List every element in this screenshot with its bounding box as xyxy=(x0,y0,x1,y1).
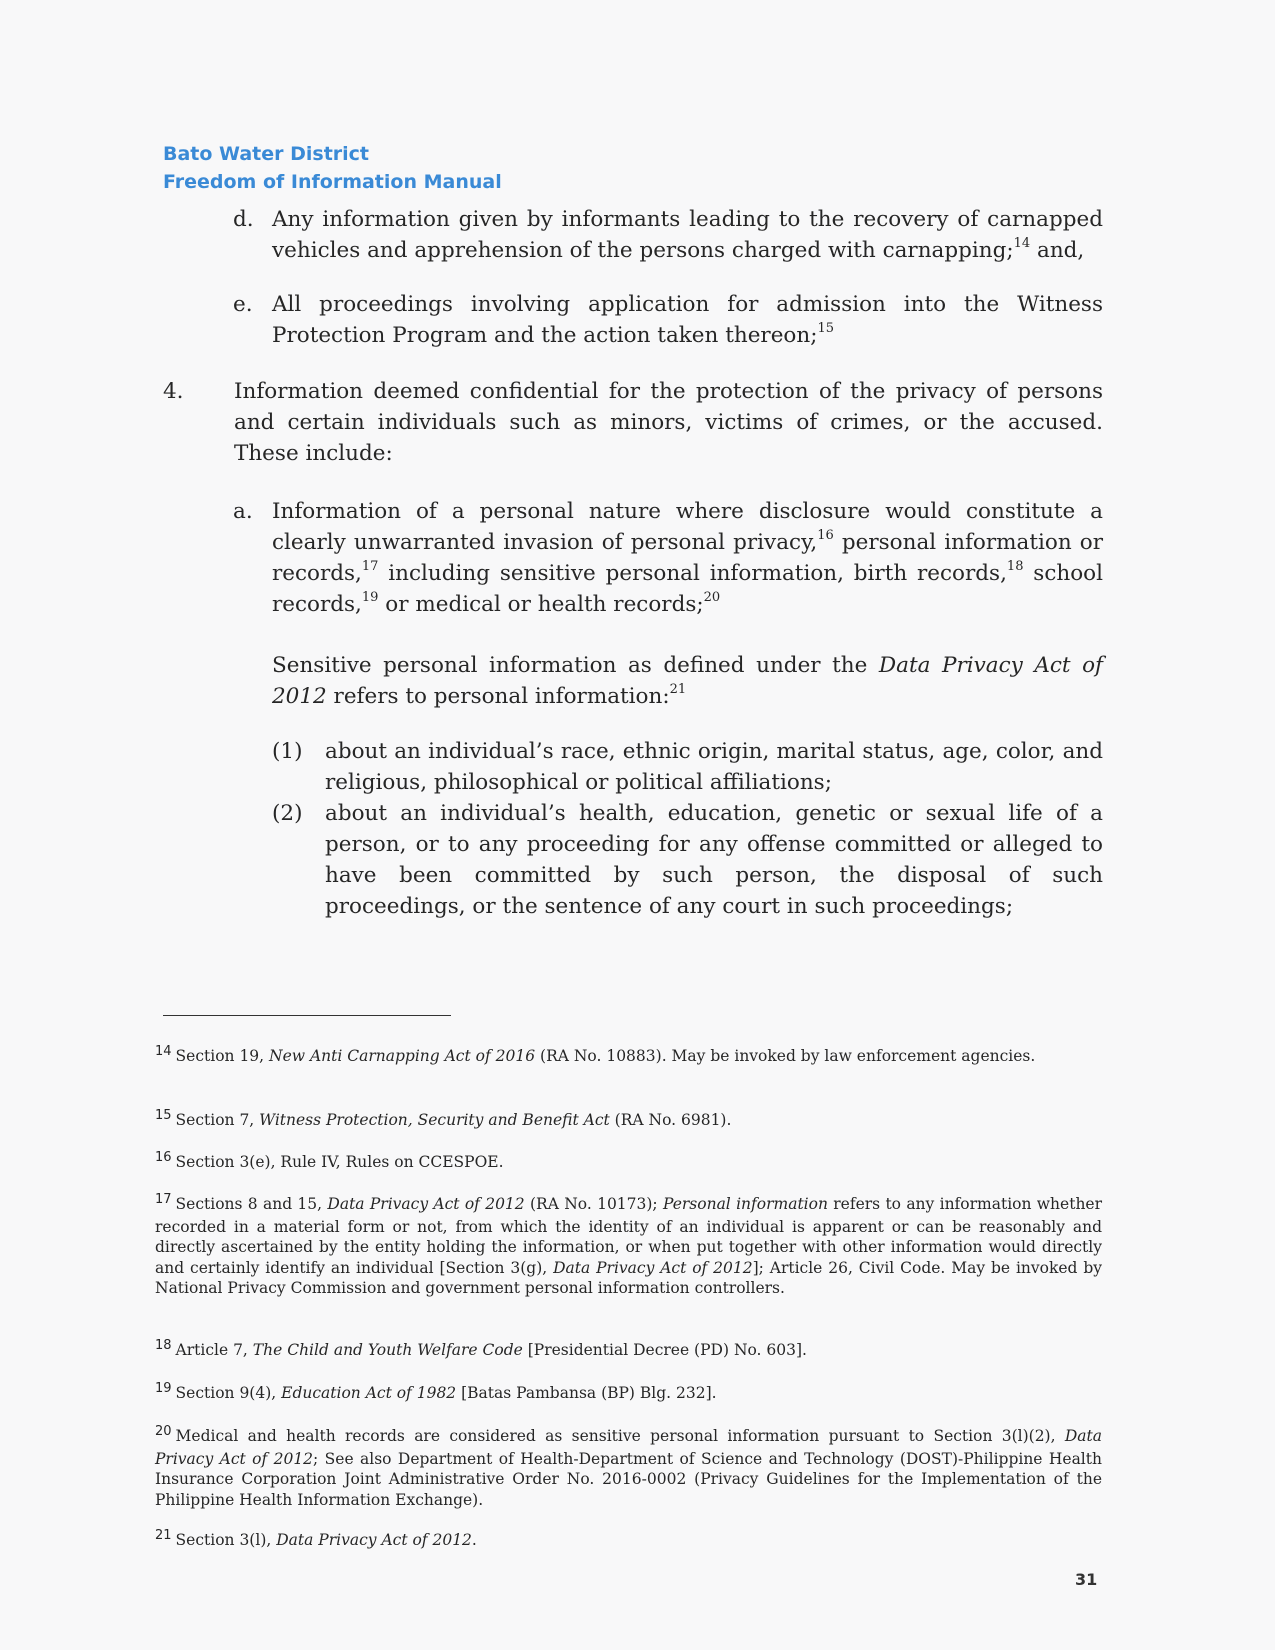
item-text: about an individual’s race, ethnic origin, marital status, age, color, and religious, philosophical or political affiliations; xyxy=(325,739,1103,795)
item-text: All proceedings involving application for admission into the Witness Protection Program and the action taken thereon;$^{15}$ xyxy=(272,292,1103,348)
footnote-separator xyxy=(163,1015,451,1016)
item-marker: d. xyxy=(233,207,254,232)
document-header xyxy=(163,140,502,196)
sub-item-1 xyxy=(272,736,1103,798)
item-marker: (1) xyxy=(272,739,303,764)
footnote-19 xyxy=(155,1383,1102,1406)
footnote-20 xyxy=(155,1426,1102,1510)
footnote-number: 21 xyxy=(155,1528,172,1543)
footnote-number: 14 xyxy=(155,1044,172,1059)
list-item-d xyxy=(233,204,1103,266)
footnote-14 xyxy=(155,1046,1102,1069)
footnote-15 xyxy=(155,1110,1102,1133)
footnote-number: 19 xyxy=(155,1381,172,1396)
footnote-number: 18 xyxy=(155,1338,172,1353)
footnote-number: 20 xyxy=(155,1424,172,1439)
list-item-a xyxy=(233,496,1103,620)
item-marker: 4. xyxy=(163,379,184,404)
footnote-text: Section 9(4), Education Act of 1982 [Batas Pambansa (BP) Blg. 232]. xyxy=(175,1384,717,1402)
footnote-18 xyxy=(155,1340,1102,1363)
paragraph-text: Sensitive personal information as defined under the Data Privacy Act of 2012 refers to personal information:$^{21}$ xyxy=(272,653,1103,709)
item-marker: a. xyxy=(233,499,253,524)
footnote-text: Section 7, Witness Protection, Security and Benefit Act (RA No. 6981). xyxy=(175,1111,732,1129)
footnote-16 xyxy=(155,1152,1102,1175)
footnote-21 xyxy=(155,1530,1102,1553)
item-text: Any information given by informants leading to the recovery of carnapped vehicles and apprehension of the persons charged with carnapping;$^{14}$ and, xyxy=(272,207,1103,263)
footnote-text: Section 3(l), Data Privacy Act of 2012. xyxy=(175,1531,477,1549)
list-item-4 xyxy=(163,376,1103,469)
item-text: Information of a personal nature where disclosure would constitute a clearly unwarranted invasion of personal privacy,$^{16}$ personal information or records,$^{17}$ including sensitive personal information, birth records,$^{18}$ school records,$^{19}$ or medical or health records;$^{20}$ xyxy=(272,499,1103,617)
organization-name: Bato Water District xyxy=(163,143,370,165)
item-text: about an individual’s health, education, genetic or sexual life of a person, or to any proceeding for any offense committed or alleged to have been committed by such person, the disposal of such proceedings, or the sentence of any court in such proceedings; xyxy=(325,801,1103,919)
page-number: 31 xyxy=(1075,1570,1098,1589)
list-item-e xyxy=(233,289,1103,351)
footnote-text: Section 3(e), Rule IV, Rules on CCESPOE. xyxy=(175,1153,504,1171)
footnote-text: Medical and health records are considered as sensitive personal information pursuant to Section 3(l)(2), Data Privacy Act of 2012; See also Department of Health-Department of Science and Technology (DOST)-Philippine Health Insurance Corporation Joint Administrative Order No. 2016-0002 (Privacy Guidelines for the Implementation of the Philippine Health Information Exchange). xyxy=(155,1427,1102,1509)
footnote-text: Sections 8 and 15, Data Privacy Act of 2012 (RA No. 10173); Personal information refers to any information whether recorded in a material form or not, from which the identity of an individual is apparent or can be reasonably and directly ascertained by the entity holding the information, or when put together with other information would directly and certainly identify an individual [Section 3(g), Data Privacy Act of 2012]; Article 26, Civil Code. May be invoked by National Privacy Commission and government personal information controllers. xyxy=(155,1195,1103,1297)
item-text: Information deemed confidential for the protection of the privacy of persons and certain individuals such as minors, victims of crimes, or the accused. These include: xyxy=(234,379,1103,466)
sensitive-info-paragraph xyxy=(272,650,1103,712)
sub-item-2 xyxy=(272,798,1103,922)
manual-title: Freedom of Information Manual xyxy=(163,171,502,193)
footnote-17 xyxy=(155,1194,1102,1299)
footnote-number: 17 xyxy=(155,1192,172,1207)
footnote-text: Section 19, New Anti Carnapping Act of 2016 (RA No. 10883). May be invoked by law enforcement agencies. xyxy=(175,1047,1036,1065)
footnote-number: 15 xyxy=(155,1108,172,1123)
item-marker: (2) xyxy=(272,801,303,826)
footnote-text: Article 7, The Child and Youth Welfare Code [Presidential Decree (PD) No. 603]. xyxy=(175,1341,807,1359)
footnote-number: 16 xyxy=(155,1150,172,1165)
item-marker: e. xyxy=(233,292,253,317)
